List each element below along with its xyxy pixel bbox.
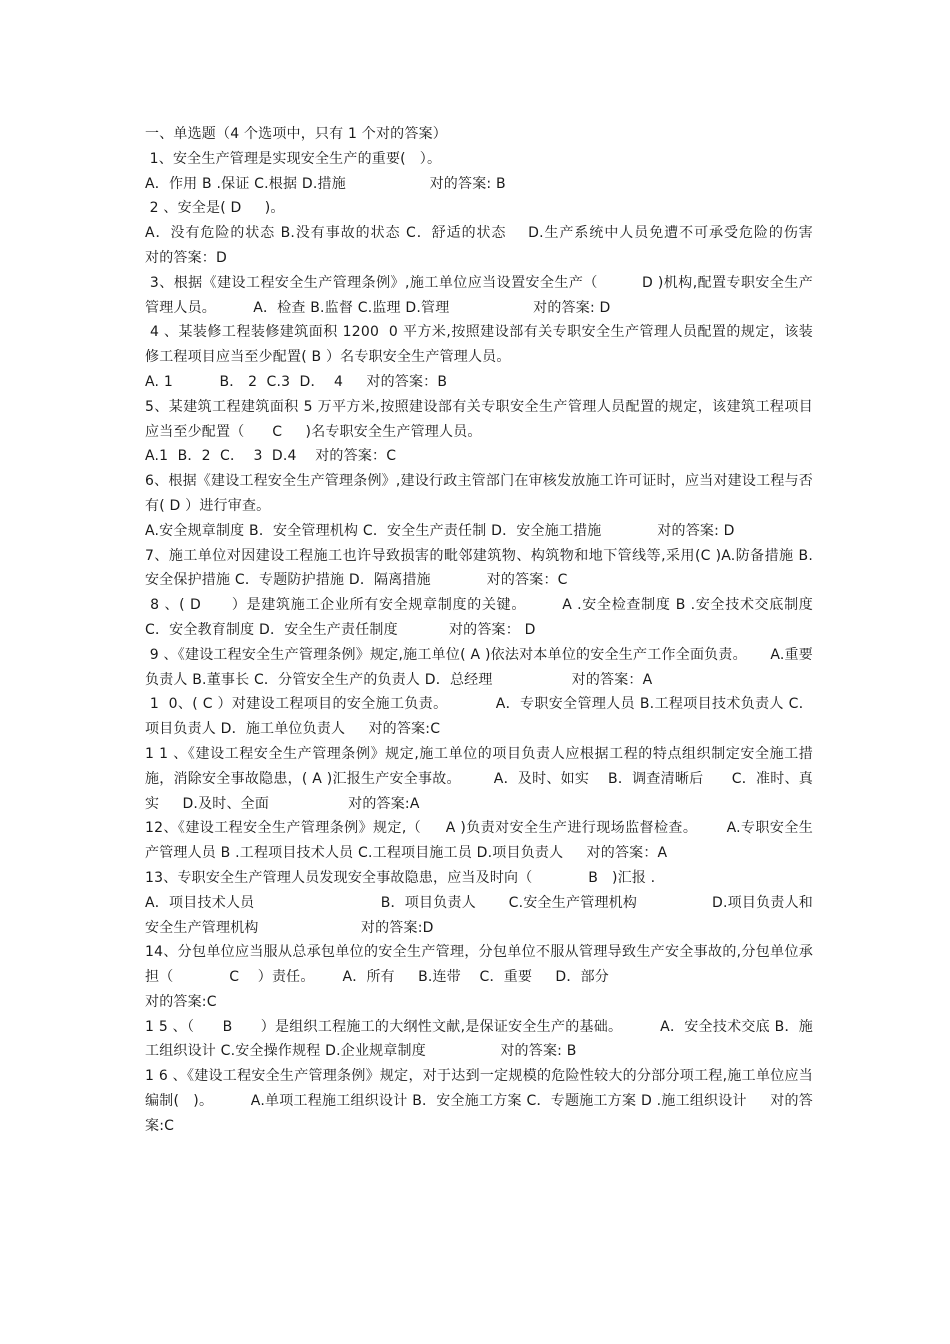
question-line: 6、根据《建设工程安全生产管理条例》,建设行政主管部门在审核发放施工许可证时，应当对建设工程与否有( D ）进行审查。 <box>145 473 813 514</box>
question-line: 9 、《建设工程安全生产管理条例》规定,施工单位( A )依法对本单位的安全生产工作全面负责。 A.重要负责人 B.董事长 C．分管安全生产的负责人 D．总经理 对的答案：A <box>145 646 813 688</box>
question-line: 3、根据《建设工程安全生产管理条例》,施工单位应当设置安全生产（ D )机构,配置专职安全生产管理人员。 A．检查 B.监督 C.监理 D.管理 对的答案: D <box>145 274 813 316</box>
answer-line: A.安全规章制度 B．安全管理机构 C．安全生产责任制 D．安全施工措施 对的答案: D <box>145 522 735 539</box>
answer-line: A．作用 B .保证 C.根据 D.措施 对的答案: B <box>145 175 506 192</box>
question-line: 4 、某装修工程装修建筑面积 1200 0 平方米,按照建设部有关专职安全生产管理人员配置的规定，该装修工程项目应当至少配置( B ）名专职安全生产管理人员。 <box>145 324 813 366</box>
answer-line: A. 1 B． 2 C.3 D． 4 对的答案：B <box>145 373 448 390</box>
question-list <box>145 122 874 1139</box>
question-line: 8 、( D ）是建筑施工企业所有安全规章制度的关键。 A .安全检查制度 B .安全技术交底制度 C．安全教育制度 D．安全生产责任制度 对的答案： D <box>145 597 818 638</box>
question-line: 2 、安全是( D )。 <box>145 200 285 217</box>
answer-line: A.1 B．2 C． 3 D.4 对的答案：C <box>145 448 397 465</box>
question-line: 1、安全生产管理是实现安全生产的重要( ）。 <box>145 150 442 167</box>
answer-line: 对的答案:C <box>145 993 217 1010</box>
answer-line: A．项目技术人员 B．项目负责人 C.安全生产管理机构 D.项目负责人和安全生产管理机构 对的答案:D <box>145 894 813 936</box>
question-line: 1 0、( C ）对建设工程项目的安全施工负责。 A．专职安全管理人员 B.工程项目技术负责人 C．项目负责人 D．施工单位负责人 对的答案:C <box>145 696 813 738</box>
question-line: 1 5 、（ B ）是组织工程施工的大纲性文献,是保证安全生产的基础。 A．安全技术交底 B．施工组织设计 C.安全操作规程 D.企业规章制度 对的答案: B <box>145 1018 813 1060</box>
answer-line: A．没有危险的状态 B.没有事故的状态 C．舒适的状态 D.生产系统中人员免遭不可承受危险的伤害 对的答案：D <box>145 225 874 266</box>
question-line: 1 6 、《建设工程安全生产管理条例》规定，对于达到一定规模的危险性较大的分部分项工程,施工单位应当编制( )。 A.单项工程施工组织设计 B．安全施工方案 C．专题施工方案 D .施工组织设计 对的答案:C <box>145 1068 813 1134</box>
section-heading: 一、单选题（4 个选项中，只有 1 个对的答案） <box>145 126 447 142</box>
question-line: 12、《建设工程安全生产管理条例》规定,（ A )负责对安全生产进行现场监督检查。 A.专职安全生产管理人员 B .工程项目技术人员 C.工程项目施工员 D.项目负责人 对的答案：A <box>145 820 813 862</box>
question-line: 7、施工单位对因建设工程施工也许导致损害的毗邻建筑物、构筑物和地下管线等,采用(C )A.防备措施 B.安全保护措施 C．专题防护措施 D．隔离措施 对的答案：C <box>145 547 813 589</box>
question-line: 14、分包单位应当服从总承包单位的安全生产管理，分包单位不服从管理导致生产安全事故的,分包单位承担（ C ）责任。 A．所有 B.连带 C．重要 D．部分 <box>145 944 813 986</box>
question-line: 1 1 、《建设工程安全生产管理条例》规定,施工单位的项目负责人应根据工程的特点组织制定安全施工措施，消除安全事故隐患，( A )汇报生产安全事故。 A．及时、如实 B．调查清晰后 C．准时、真实 D.及时、全面 对的答案:A <box>145 745 813 812</box>
question-line: 5、某建筑工程建筑面积 5 万平方米,按照建设部有关专职安全生产管理人员配置的规定，该建筑工程项目应当至少配置（ C )名专职安全生产管理人员。 <box>145 398 813 440</box>
question-line: 13、专职安全生产管理人员发现安全事故隐患，应当及时向（ B )汇报 . <box>145 869 656 886</box>
